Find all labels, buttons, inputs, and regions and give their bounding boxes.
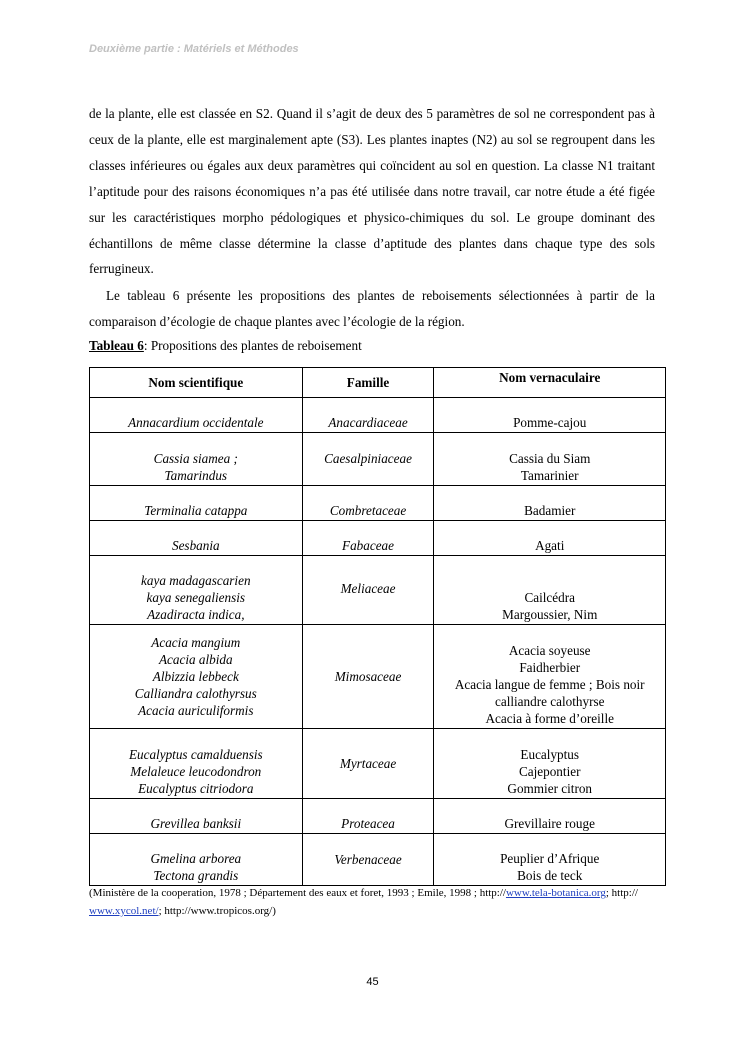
cell-vernacular: Badamier bbox=[434, 486, 666, 521]
cell-vernacular: Cailcédra Margoussier, Nim bbox=[434, 556, 666, 625]
table-row bbox=[90, 433, 666, 486]
table-row bbox=[90, 799, 666, 834]
cell-vernacular: Acacia soyeuse Faidherbier Acacia langue de femme ; Bois noir calliandre calothyrse Acacia à forme d’oreille bbox=[434, 625, 666, 729]
cell-scientific: Terminalia catappa bbox=[90, 486, 303, 521]
cell-vernacular: Pomme-cajou bbox=[434, 398, 666, 433]
cell-scientific: Grevillea banksii bbox=[90, 799, 303, 834]
table-source-note bbox=[89, 884, 655, 920]
table-row bbox=[90, 486, 666, 521]
plants-table bbox=[89, 367, 666, 886]
table-row bbox=[90, 521, 666, 556]
body-paragraph-2: Le tableau 6 présente les propositions des plantes de reboisements sélectionnées à partir de la comparaison d’écologie de chaque plantes avec l’écologie de la région. bbox=[89, 288, 655, 329]
table-row bbox=[90, 834, 666, 886]
cell-vernacular: Eucalyptus Cajepontier Gommier citron bbox=[434, 729, 666, 799]
header-scientific-name: Nom scientifique bbox=[90, 368, 303, 398]
table-row bbox=[90, 556, 666, 625]
cell-scientific: Gmelina arborea Tectona grandis bbox=[90, 834, 303, 886]
header-vernacular-name: Nom vernaculaire bbox=[434, 368, 666, 398]
source-link-tela-botanica[interactable]: www.tela-botanica.org bbox=[505, 887, 606, 899]
table-row bbox=[90, 398, 666, 433]
cell-family: Fabaceae bbox=[302, 521, 434, 556]
table-caption-text: : Propositions des plantes de reboisement bbox=[143, 338, 362, 353]
cell-scientific: Sesbania bbox=[90, 521, 303, 556]
cell-family: Combretaceae bbox=[302, 486, 434, 521]
cell-family: Verbenaceae bbox=[302, 834, 434, 886]
table-caption-label: Tableau 6 bbox=[89, 338, 144, 353]
cell-vernacular: Cassia du Siam Tamarinier bbox=[434, 433, 666, 486]
cell-family: Anacardiaceae bbox=[302, 398, 434, 433]
cell-vernacular: Agati bbox=[434, 521, 666, 556]
cell-family: Mimosaceae bbox=[302, 625, 434, 729]
cell-family: Proteacea bbox=[302, 799, 434, 834]
source-text: (Ministère de la cooperation, 1978 ; Département des eaux et foret, 1993 ; Emile, 1998 ; http:// bbox=[89, 887, 506, 899]
running-header: Deuxième partie : Matériels et Méthodes bbox=[89, 43, 299, 55]
cell-family: Meliaceae bbox=[302, 556, 434, 625]
source-text: ; http://www.tropicos.org/) bbox=[158, 905, 276, 917]
cell-scientific: Eucalyptus camalduensis Melaleuce leucodondron Eucalyptus citriodora bbox=[90, 729, 303, 799]
cell-family: Myrtaceae bbox=[302, 729, 434, 799]
cell-vernacular: Peuplier d’Afrique Bois de teck bbox=[434, 834, 666, 886]
body-paragraph-1: de la plante, elle est classée en S2. Quand il s’agit de deux des 5 paramètres de sol ne correspondent pas à ceux de la plante, elle est marginalement apte (S3). Les plantes inaptes (N2) au sol se regroupent dans les classes inférieures ou égales aux deux paramètres qui coïncident au sol en question. La classe N1 traitant l’aptitude pour des raisons économiques n’a pas été utilisée dans notre travail, car notre étude a été figée sur les caractéristiques morpho pédologiques et physico-chimiques du sol. Le groupe dominant des échantillons de même classe détermine la classe d’aptitude des plantes dans chaque type des sols ferrugineux. bbox=[89, 106, 655, 277]
cell-vernacular: Grevillaire rouge bbox=[434, 799, 666, 834]
cell-family: Caesalpiniaceae bbox=[302, 433, 434, 486]
page-number: 45 bbox=[366, 976, 379, 988]
cell-scientific: Cassia siamea ; Tamarindus bbox=[90, 433, 303, 486]
cell-scientific: Acacia mangium Acacia albida Albizzia lebbeck Calliandra calothyrsus Acacia auriculiformis bbox=[90, 625, 303, 729]
source-link-xycol[interactable]: www.xycol.net/ bbox=[89, 905, 159, 917]
cell-scientific: kaya madagascarien kaya senegaliensis Azadiracta indica, bbox=[90, 556, 303, 625]
table-header-row bbox=[90, 368, 666, 398]
cell-scientific: Annacardium occidentale bbox=[90, 398, 303, 433]
table-row bbox=[90, 625, 666, 729]
table-row bbox=[90, 729, 666, 799]
table-caption bbox=[89, 337, 362, 355]
header-family: Famille bbox=[302, 368, 434, 398]
source-text: ; http:// bbox=[605, 887, 638, 899]
